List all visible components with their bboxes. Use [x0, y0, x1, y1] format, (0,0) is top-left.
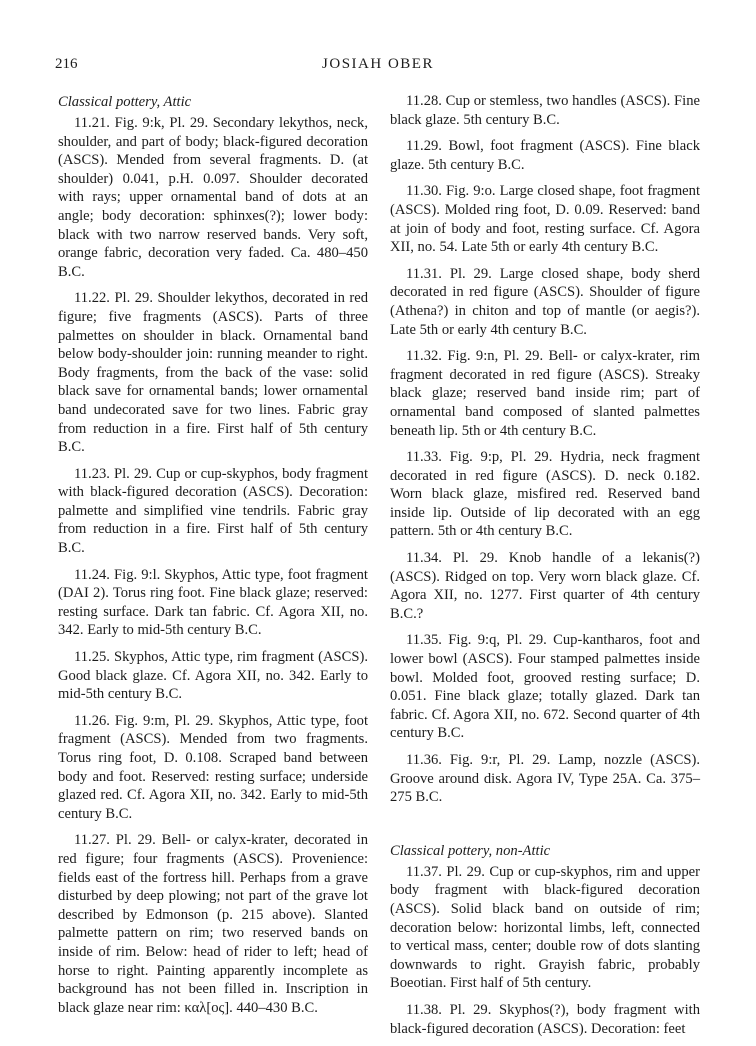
catalog-entry: 11.31. Pl. 29. Large closed shape, body sherd decorated in red figure (ASCS). Shoulder of figure (Athena?) in chiton and top of mantle (or aegis?). Late 5th or early 4th century B.C. — [390, 265, 700, 338]
catalog-entry: 11.28. Cup or stemless, two handles (ASCS). Fine black glaze. 5th century B.C. — [390, 93, 700, 128]
catalog-entry: 11.25. Skyphos, Attic type, rim fragment (ASCS). Good black glaze. Cf. Agora XII, no. 342. Early to mid-5th century B.C. — [58, 649, 368, 703]
catalog-entry: 11.33. Fig. 9:p, Pl. 29. Hydria, neck fragment decorated in red figure (ASCS). D. neck 0.182. Worn black glaze, misfired red. Reserved band inside lip. Outside of lip decorated with an egg pattern. 5th or 4th century B.C. — [390, 449, 700, 540]
section-title: Classical pottery, Attic — [58, 94, 192, 110]
section-spacer — [390, 815, 700, 841]
catalog-entry: 11.37. Pl. 29. Cup or cup-skyphos, rim and upper body fragment with black-figured decoration (ASCS). Solid black band on outside of rim; decoration below: horizontal limbs, left, connected to vertical mass, center; double row of dots slanting downwards to right. Grayish fabric, probably Boeotian. First half of 5th century. — [390, 863, 700, 992]
catalog-entry: 11.35. Fig. 9:q, Pl. 29. Cup-kantharos, foot and lower bowl (ASCS). Four stamped palmettes inside bowl. Molded foot, grooved resting surface; D. 0.051. Fine black glaze; totally glazed. Dark tan fabric. Cf. Agora XII, no. 672. Second quarter of 4th century B.C. — [390, 632, 700, 742]
page-header — [55, 56, 701, 78]
catalog-entry: 11.27. Pl. 29. Bell- or calyx-krater, decorated in red figure; four fragments (ASCS). Provenience: fields east of the fortress hill. Perhaps from a grave disturbed by deep plowing; not part of the grave lot described by Edmonson (p. 215 above). Slanted palmette pattern on rim; two reserved bands on inside of rim. Below: head of rider to left; head of horse to right. Painting apparently incomplete as background has not been filled in. Inscription in black glaze near rim: καλ[ος]. 440–430 B.C. — [58, 832, 368, 1016]
catalog-entry: 11.30. Fig. 9:o. Large closed shape, foot fragment (ASCS). Molded ring foot, D. 0.09. Reserved: band at join of body and foot, resting surface. Cf. Agora XII, no. 54. Late 5th or early 4th century B.C. — [390, 183, 700, 256]
catalog-entry: 11.23. Pl. 29. Cup or cup-skyphos, body fragment with black-figured decoration (ASCS). Decoration: palmette and simplified vine tendrils. Fabric gray from reduction in a fire. First half of 5th century B.C. — [58, 465, 368, 557]
catalog-entry: 11.32. Fig. 9:n, Pl. 29. Bell- or calyx-krater, rim fragment decorated in red figure (ASCS). Streaky black glaze; reserved band inside rim; part of ornamental band composed of slanted palmettes beneath lip. 5th or 4th century B.C. — [390, 348, 700, 439]
page-number: 216 — [55, 56, 78, 72]
catalog-entry: 11.34. Pl. 29. Knob handle of a lekanis(?) (ASCS). Ridged on top. Very worn black glaze. Cf. Agora XII, no. 1277. First quarter of 4th century B.C.? — [390, 550, 700, 622]
catalog-entry: 11.22. Pl. 29. Shoulder lekythos, decorated in red figure; five fragments (ASCS). Parts of three palmettes on shoulder in black. Ornamental band below body-shoulder join: running meander to right. Body fragments, from the back of the vase: solid black save for ornamental bands; lower ornamental band undecorated save for two lines. Fabric gray from reduction in a fire. First half of 5th century B.C. — [58, 290, 368, 456]
catalog-entry: 11.24. Fig. 9:l. Skyphos, Attic type, foot fragment (DAI 2). Torus ring foot. Fine black glaze; reserved: resting surface. Dark tan fabric. Cf. Agora XII, no. 342. Early to mid-5th century B.C. — [58, 566, 368, 639]
right-column — [390, 92, 700, 1046]
catalog-entry: 11.26. Fig. 9:m, Pl. 29. Skyphos, Attic type, foot fragment (ASCS). Mended from two fragments. Torus ring foot, D. 0.108. Scraped band between body and foot. Reserved: resting surface; underside glazed red. Cf. Agora XII, no. 342. Early to mid-5th century B.C. — [58, 712, 368, 822]
catalog-entry: 11.36. Fig. 9:r, Pl. 29. Lamp, nozzle (ASCS). Groove around disk. Agora IV, Type 25A. Ca. 375–275 B.C. — [390, 752, 700, 806]
left-column — [58, 92, 368, 1025]
catalog-entry: 11.21. Fig. 9:k, Pl. 29. Secondary lekythos, neck, shoulder, and part of body; black-figured decoration (ASCS). Mended from several fragments. D. (at shoulder) 0.041, p.H. 0.097. Shoulder decorated with rays; upper ornamental band of dots at an angle; body decoration: sphinxes(?); lower body: black with two narrow reserved bands. Very soft, orange fabric, decoration very faded. Ca. 480–450 B.C. — [58, 115, 368, 280]
section-title: Classical pottery, non-Attic — [390, 842, 551, 859]
running-head: JOSIAH OBER — [322, 56, 434, 72]
catalog-entry: 11.29. Bowl, foot fragment (ASCS). Fine black glaze. 5th century B.C. — [390, 138, 700, 173]
catalog-entry: 11.38. Pl. 29. Skyphos(?), body fragment with black-figured decoration (ASCS). Decoration: feet — [390, 1001, 700, 1037]
